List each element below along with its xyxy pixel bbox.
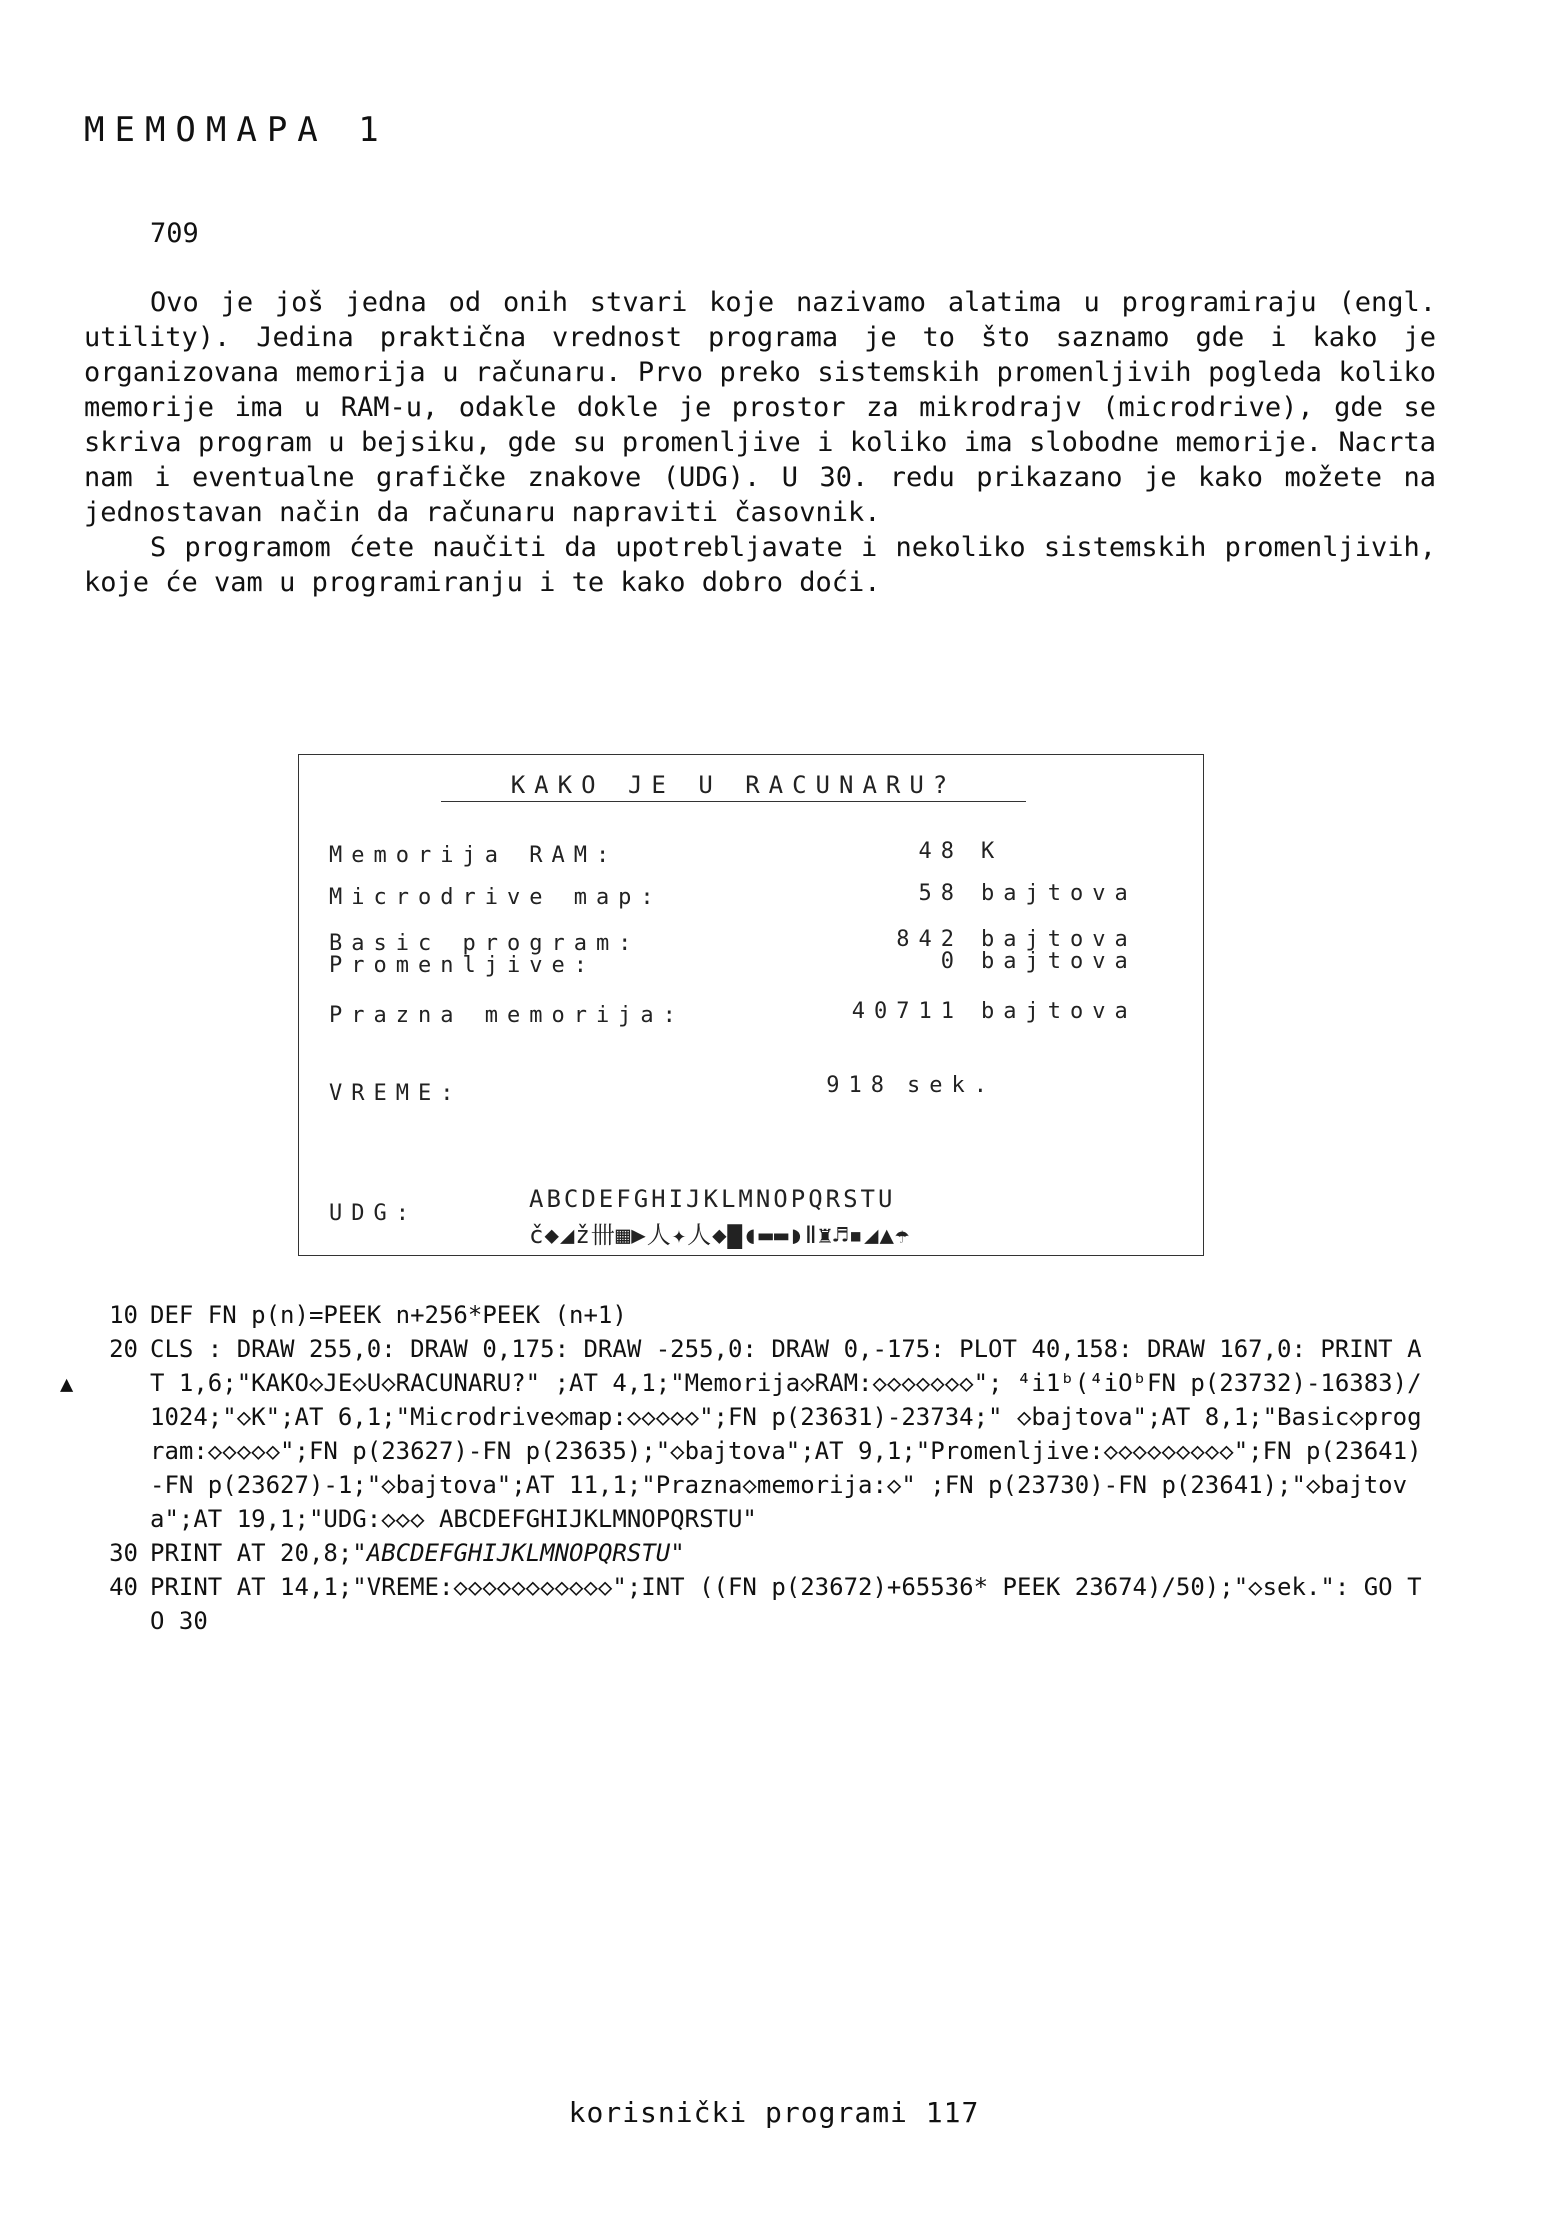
- line-code-start: PRINT AT 20,8;": [150, 1539, 367, 1567]
- screen-title: KAKO JE U RACUNARU?: [441, 771, 1026, 802]
- listing-line-20: [94, 1332, 1424, 1536]
- ram-unit: K: [981, 839, 1004, 864]
- screen-output-box: [298, 754, 1204, 1256]
- line-code: CLS : DRAW 255,0: DRAW 0,175: DRAW -255,0: DRAW 0,-175: PLOT 40,158: DRAW 167,0: PRINT AT 1,6;"KAKO◇JE◇U◇RACUNARU?" ;AT 4,1;"Memorija◇RAM:◇◇◇◇◇◇◇"; ⁴i1ᵇ(⁴iOᵇFN p(23732)-16383)/1024;"◇K";AT 6,1;"Microdrive◇map:◇◇◇◇◇";FN p(23631)-23734;" ◇bajtova";AT 8,1;"Basic◇program:◇◇◇◇◇";FN p(23627)-FN p(23635);"◇bajtova";AT 9,1;"Promenljive:◇◇◇◇◇◇◇◇◇";FN p(23641)-FN p(23627)-1;"◇bajtova";AT 11,1;"Prazna◇memorija:◇" ;FN p(23730)-FN p(23641);"◇bajtova";AT 19,1;"UDG:◇◇◇ ABCDEFGHIJKLMNOPQRSTU": [150, 1335, 1422, 1533]
- page-title: MEMOMAPA 1: [84, 110, 389, 150]
- time-label: VREME:: [329, 1081, 463, 1106]
- free-label: Prazna memorija:: [329, 1003, 685, 1028]
- line-number: 40: [109, 1573, 138, 1601]
- udg-glyphs: č◆◢ž卌▦▶人✦人◆▇◖▬▬◗Ⅱ♜♬▪◢▲☂: [529, 1221, 911, 1249]
- intro-text: [84, 285, 1436, 600]
- listing-line-40: [94, 1570, 1424, 1638]
- basic-unit: bajtova: [981, 927, 1137, 952]
- free-unit: bajtova: [981, 999, 1137, 1024]
- udg-label: UDG:: [329, 1201, 418, 1226]
- vars-value: 0: [940, 949, 963, 974]
- udg-letters: ABCDEFGHIJKLMNOPQRSTU: [529, 1185, 896, 1213]
- listing-line-30: [94, 1536, 1424, 1570]
- intro-paragraph-1: Ovo je još jedna od onih stvari koje nazivamo alatima u programiraju (engl. utility). Jedina praktična vrednost programa je to što saznamo gde i kako je organizovana memorija u računaru. Prvo preko sistemskih promenljivih pogleda koliko memorije ima u RAM-u, odakle dokle je prostor za mikrodrajv (microdrive), gde se skriva program u bejsiku, gde su promenljive i koliko ima slobodne memorije. Nacrta nam i eventualne grafičke znakove (UDG). U 30. redu prikazano je kako možete na jednostavan način da računaru napraviti časovnik.: [84, 287, 1436, 528]
- line-code: PRINT AT 14,1;"VREME:◇◇◇◇◇◇◇◇◇◇◇";INT ((FN p(23672)+65536* PEEK 23674)/50);"◇sek.": GO TO 30: [150, 1573, 1422, 1635]
- vars-label: Promenljive:: [329, 953, 596, 978]
- free-value: 40711: [851, 999, 963, 1024]
- microdrive-unit: bajtova: [981, 881, 1137, 906]
- basic-label: Basic program:: [329, 931, 641, 956]
- line-code-end: ": [670, 1539, 685, 1567]
- ram-label: Memorija RAM:: [329, 843, 619, 868]
- mark-left-1: ▲: [60, 1372, 74, 1397]
- line-code-italic: ABCDEFGHIJKLMNOPQRSTU: [366, 1539, 671, 1567]
- vars-unit: bajtova: [981, 949, 1137, 974]
- program-number: 709: [150, 218, 199, 249]
- program-listing: [94, 1298, 1424, 1638]
- line-number: 10: [109, 1301, 138, 1329]
- line-code: DEF FN p(n)=PEEK n+256*PEEK (n+1): [150, 1301, 627, 1329]
- time-unit: sek.: [907, 1073, 996, 1098]
- time-value: 918: [826, 1073, 893, 1098]
- intro-paragraph-2: S programom ćete naučiti da upotrebljavate i nekoliko sistemskih promenljivih, koje će vam u programiranju i te kako dobro doći.: [84, 532, 1436, 598]
- line-number: 30: [109, 1539, 138, 1567]
- basic-value: 842: [896, 927, 963, 952]
- microdrive-value: 58: [918, 881, 963, 906]
- ram-value: 48: [918, 839, 963, 864]
- line-code: [150, 1539, 685, 1567]
- microdrive-label: Microdrive map:: [329, 885, 663, 910]
- line-number: 20: [109, 1335, 138, 1363]
- page-footer: korisnički programi 117: [568, 2096, 980, 2129]
- listing-line-10: [94, 1298, 1424, 1332]
